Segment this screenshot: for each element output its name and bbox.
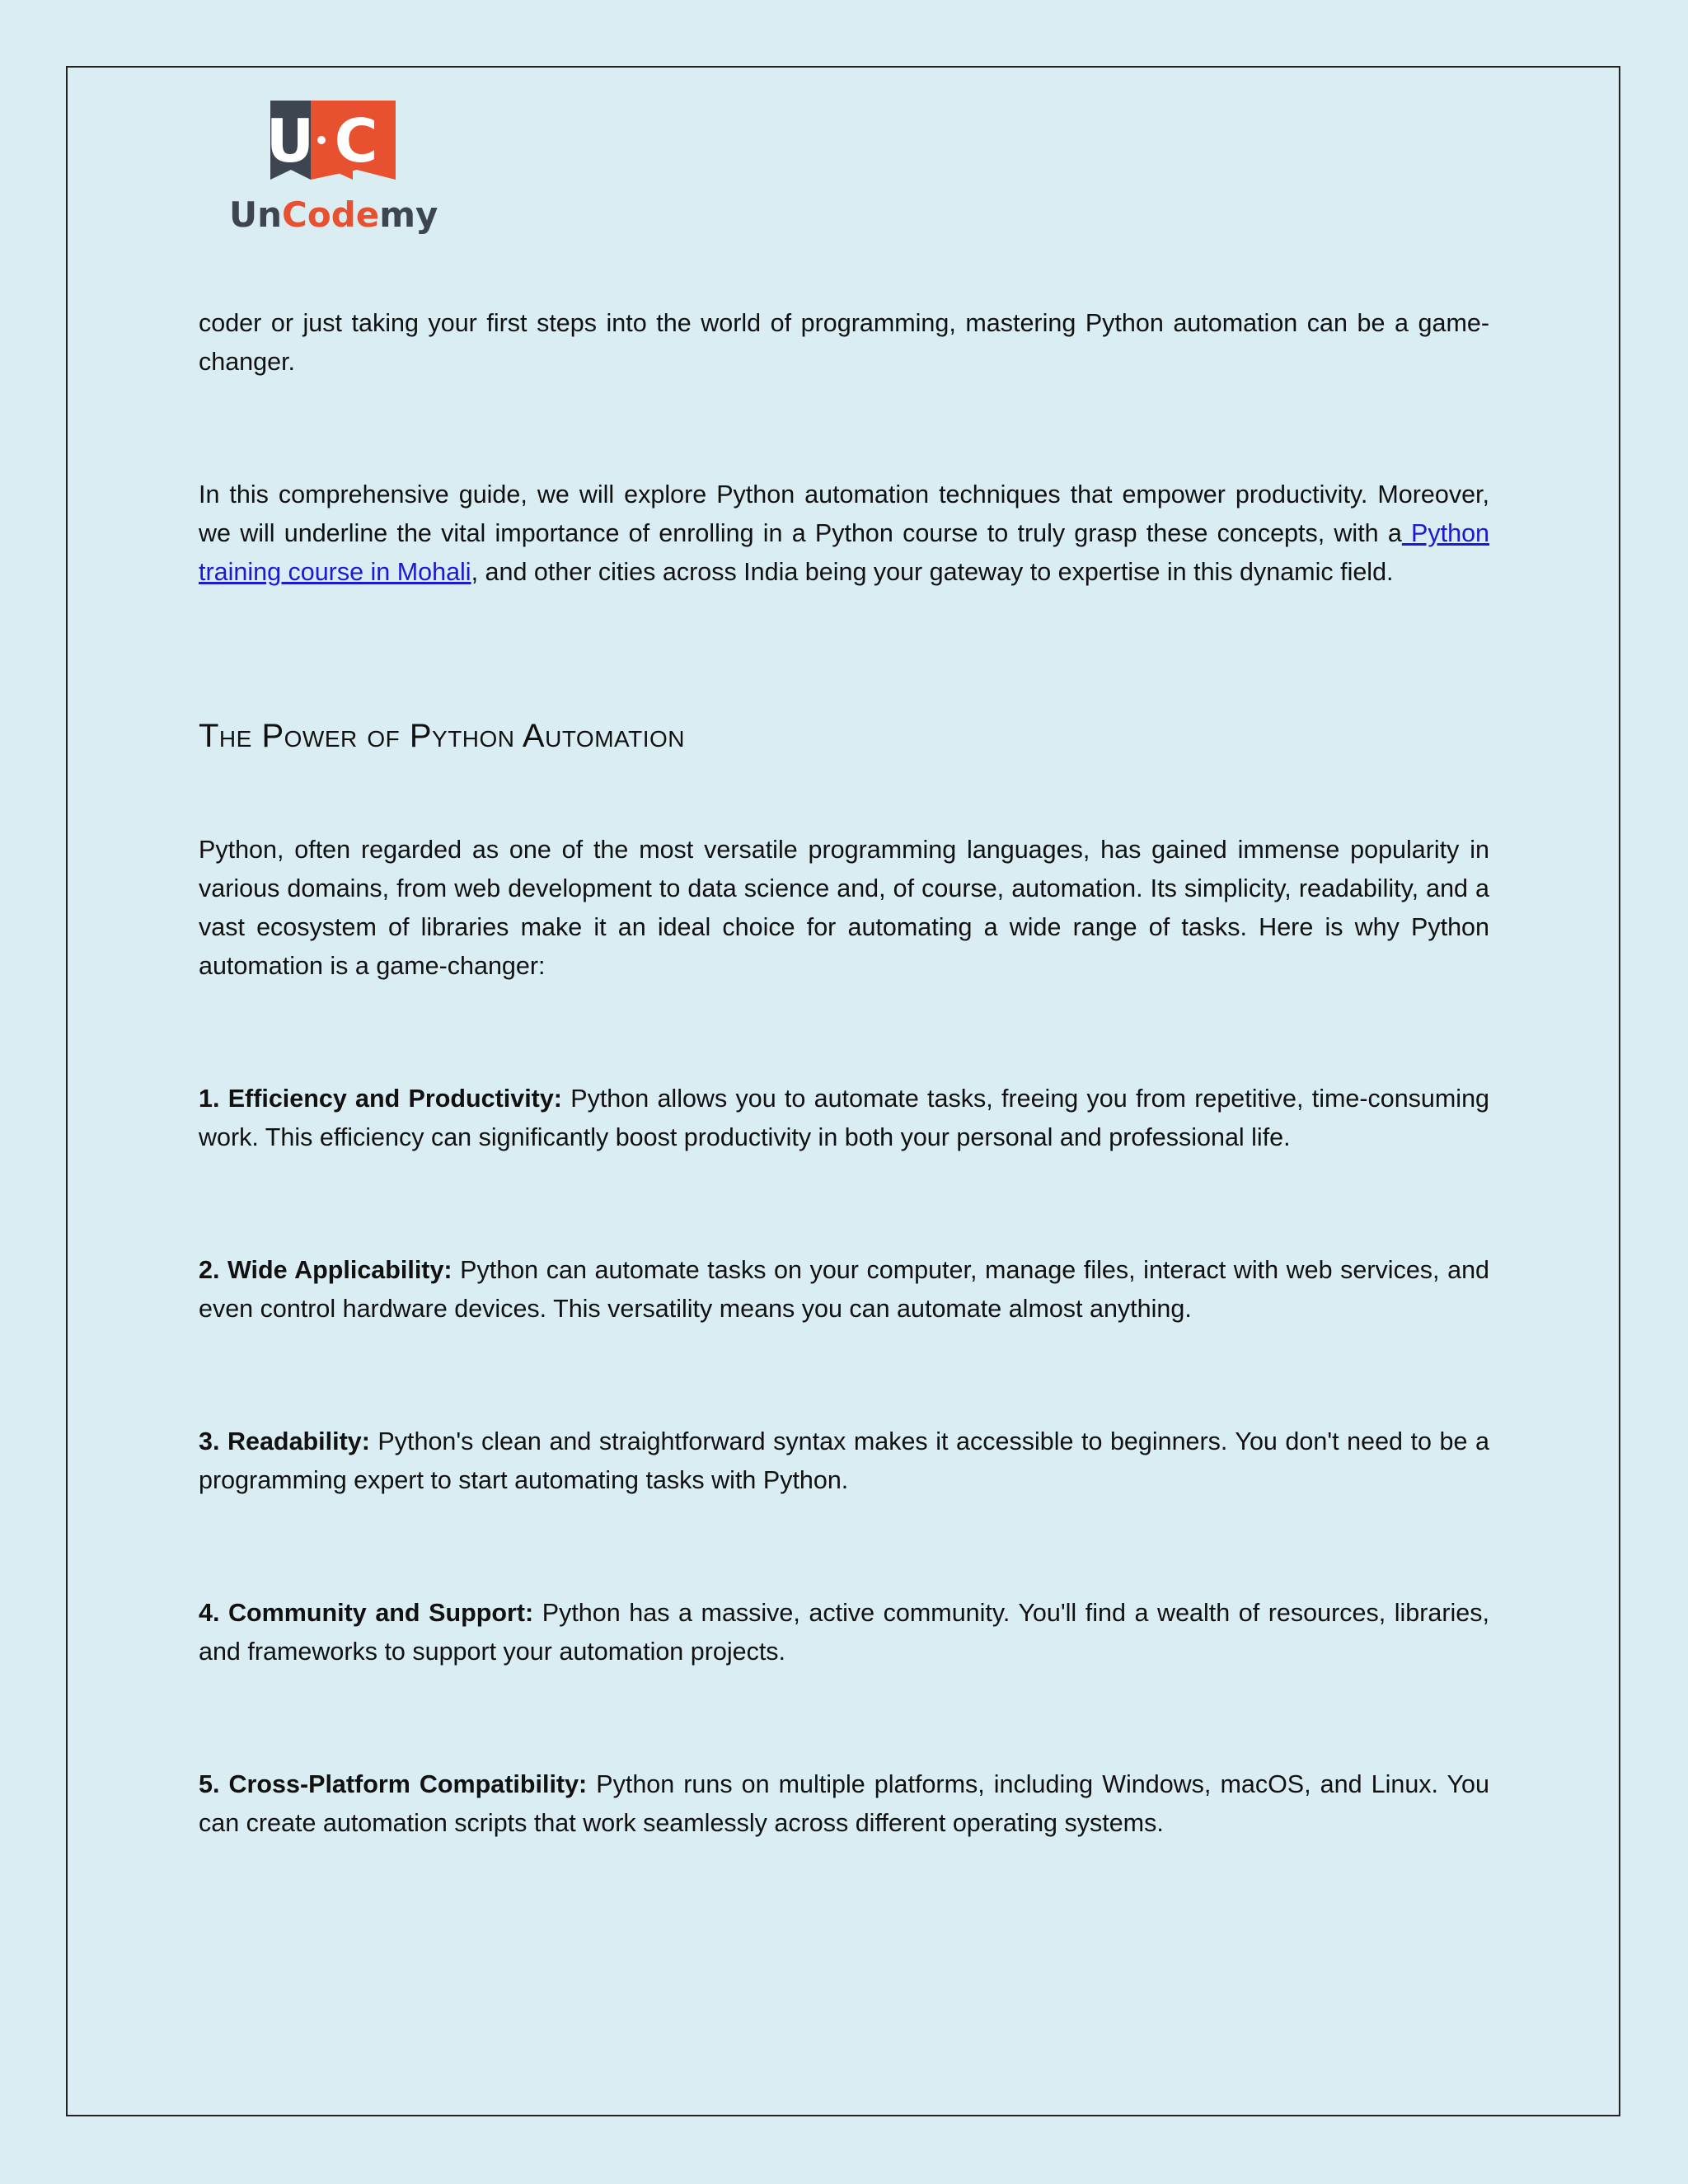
point-community: 4. Community and Support: Python has a massive, active community. You'll find a wealth of resources, libraries, and frameworks to support your automation projects. bbox=[199, 1599, 1489, 1666]
point-title: 1. Efficiency and Productivity: bbox=[199, 1085, 562, 1113]
section-intro-paragraph: Python, often regarded as one of the most versatile programming languages, has gained immense popularity in various domains, from web development to data science and, of course, automation. Its simplicity, readability, and a vast ecosystem of libraries make it an ideal choice for automating a wide range of tasks. Here is why Python automation is a game-changer: bbox=[199, 836, 1489, 980]
logo-mark-c: C bbox=[334, 106, 378, 176]
point-title: 4. Community and Support: bbox=[199, 1599, 534, 1627]
python-course-mohali-link[interactable]: Python training course in Mohali bbox=[199, 519, 1489, 586]
section-heading: The Power of Python Automation bbox=[199, 718, 686, 754]
point-cross-platform: 5. Cross-Platform Compatibility: Python runs on multiple platforms, including Windows, macOS, and Linux. You can create automation scripts that work seamlessly across different operating systems. bbox=[199, 1770, 1489, 1837]
uncodemy-logo bbox=[165, 97, 445, 237]
point-applicability: 2. Wide Applicability: Python can automate tasks on your computer, manage files, interact with web services, and even control hardware devices. This versatility means you can automate almost anything. bbox=[199, 1256, 1489, 1323]
logo-dot bbox=[317, 136, 326, 144]
logo-wordmark: UnCodemy bbox=[229, 194, 438, 235]
point-title: 3. Readability: bbox=[199, 1427, 370, 1455]
intro-paragraph: coder or just taking your first steps into the world of programming, mastering Python automation can be a game-changer. bbox=[199, 309, 1489, 376]
point-efficiency: 1. Efficiency and Productivity: Python allows you to automate tasks, freeing you from repetitive, time-consuming work. This efficiency can significantly boost productivity in both your personal and professional life. bbox=[199, 1085, 1489, 1151]
logo-mark-u: U bbox=[265, 106, 315, 176]
point-readability: 3. Readability: Python's clean and straightforward syntax makes it accessible to beginners. You don't need to be a programming expert to start automating tasks with Python. bbox=[199, 1427, 1489, 1494]
guide-paragraph: In this comprehensive guide, we will explore Python automation techniques that empower productivity. Moreover, we will underline the vital importance of enrolling in a Python course to truly grasp these concepts, with a Python training course in Mohali, and other cities across India being your gateway to expertise in this dynamic field. bbox=[199, 480, 1489, 586]
point-title: 5. Cross-Platform Compatibility: bbox=[199, 1770, 588, 1798]
point-title: 2. Wide Applicability: bbox=[199, 1256, 452, 1284]
